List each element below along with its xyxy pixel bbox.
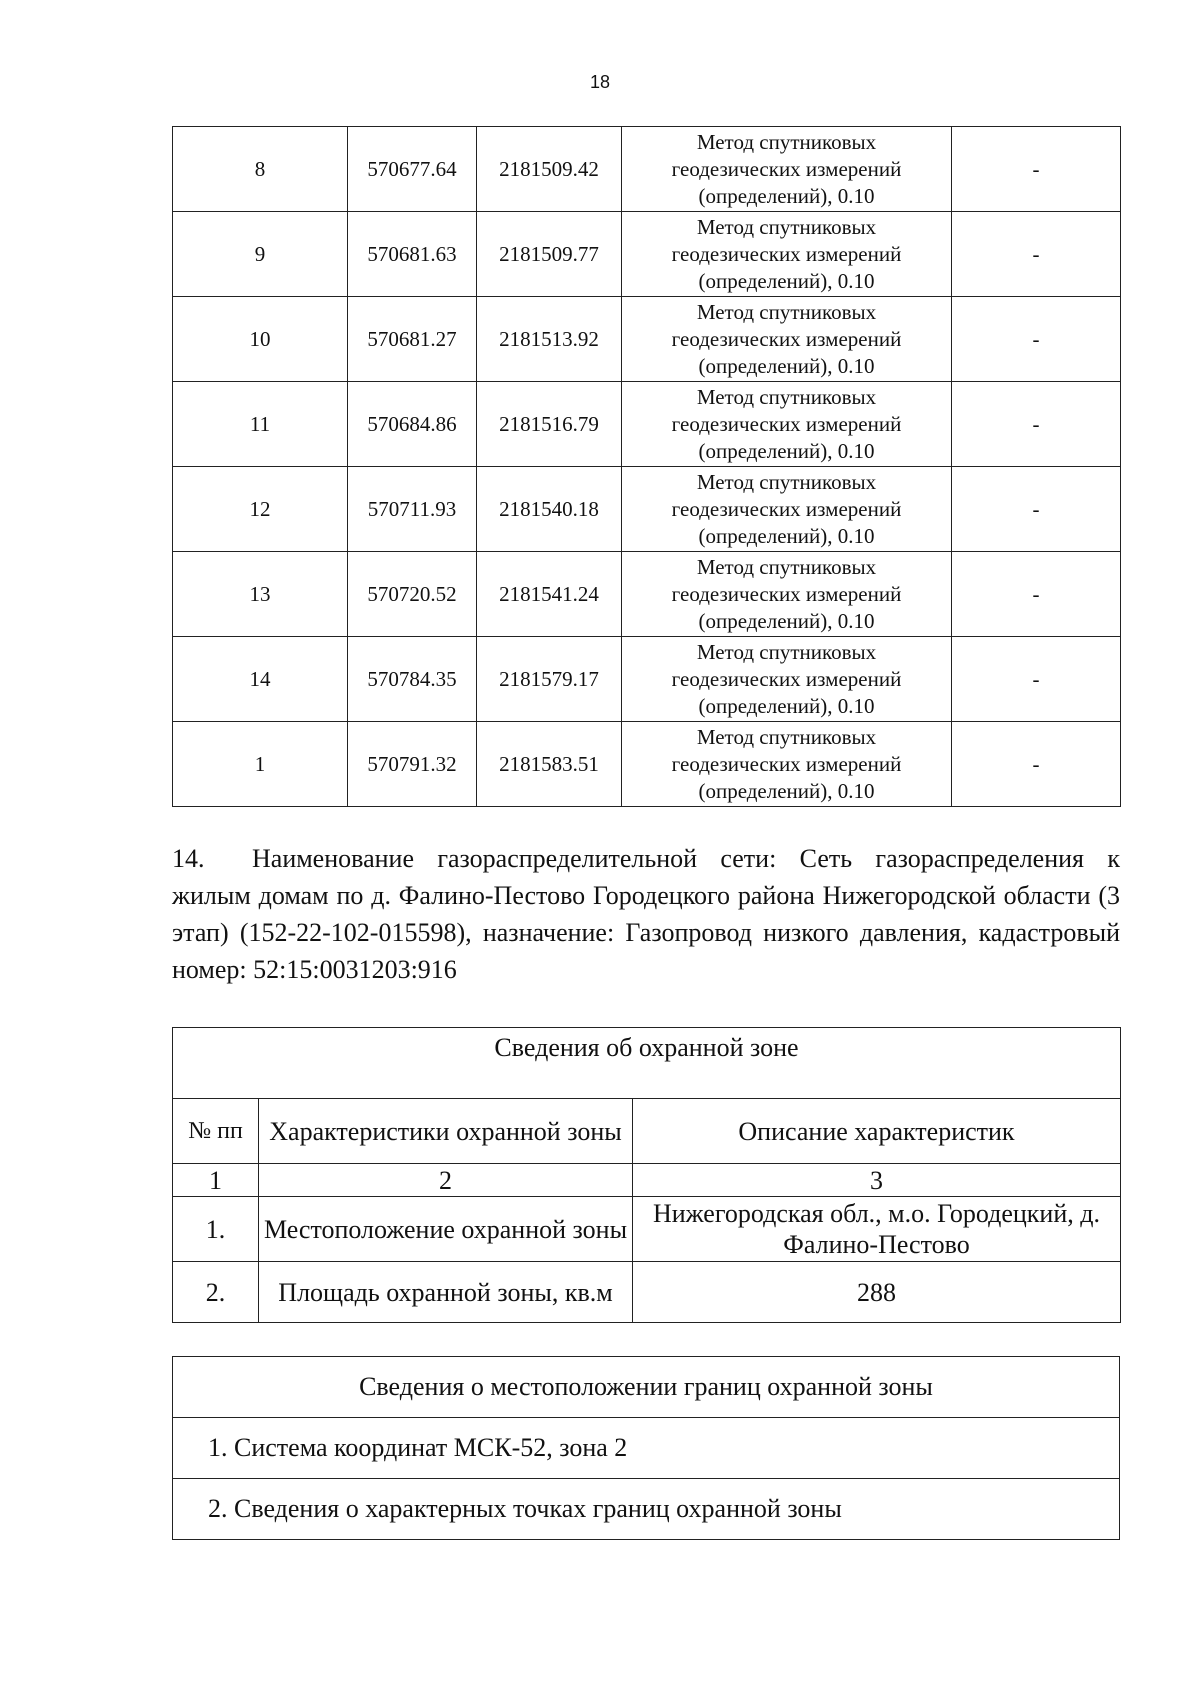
coordinates-table xyxy=(172,126,1121,807)
coordinate-row xyxy=(173,382,1121,467)
coordinate-row xyxy=(173,297,1121,382)
method-line: геодезических измерений xyxy=(671,751,902,776)
point-number: 10 xyxy=(173,297,348,382)
coordinate-y: 2181509.77 xyxy=(477,212,622,297)
method-line: (определений), 0.10 xyxy=(698,693,875,718)
method-cell xyxy=(622,212,952,297)
coordinate-y: 2181509.42 xyxy=(477,127,622,212)
method-cell xyxy=(622,127,952,212)
method-line: (определений), 0.10 xyxy=(698,778,875,803)
coordinate-system-item: 1. Система координат МСК-52, зона 2 xyxy=(173,1418,1120,1479)
method-line: геодезических измерений xyxy=(671,241,902,266)
method-line: Метод спутниковых xyxy=(696,639,877,664)
method-cell xyxy=(622,552,952,637)
index-cell: 3 xyxy=(633,1164,1121,1197)
coordinate-row xyxy=(173,722,1121,807)
coordinate-y: 2181579.17 xyxy=(477,637,622,722)
point-number: 12 xyxy=(173,467,348,552)
method-line: геодезических измерений xyxy=(671,581,902,606)
note-cell: - xyxy=(952,127,1121,212)
method-line: (определений), 0.10 xyxy=(698,183,875,208)
method-line: Метод спутниковых xyxy=(696,469,877,494)
coordinate-x: 570677.64 xyxy=(348,127,477,212)
coordinate-x: 570681.63 xyxy=(348,212,477,297)
row-characteristic: Местоположение охранной зоны xyxy=(259,1197,633,1262)
coordinate-x: 570784.35 xyxy=(348,637,477,722)
zone-table-title: Сведения об охранной зоне xyxy=(173,1028,1121,1099)
method-line: геодезических измерений xyxy=(671,411,902,436)
coordinate-row xyxy=(173,637,1121,722)
point-number: 13 xyxy=(173,552,348,637)
characteristic-points-item: 2. Сведения о характерных точках границ охранной зоны xyxy=(173,1479,1120,1540)
point-number: 11 xyxy=(173,382,348,467)
row-num: 1. xyxy=(173,1197,259,1262)
note-cell: - xyxy=(952,552,1121,637)
coordinate-x: 570684.86 xyxy=(348,382,477,467)
note-cell: - xyxy=(952,722,1121,807)
section-paragraph xyxy=(172,840,1120,988)
note-cell: - xyxy=(952,637,1121,722)
method-line: (определений), 0.10 xyxy=(698,268,875,293)
method-cell xyxy=(622,722,952,807)
method-line: Метод спутниковых xyxy=(696,214,877,239)
coordinate-y: 2181541.24 xyxy=(477,552,622,637)
coordinate-row xyxy=(173,552,1121,637)
row-description: 288 xyxy=(633,1262,1121,1323)
paragraph-number: 14. xyxy=(172,844,205,873)
note-cell: - xyxy=(952,467,1121,552)
row-num: 2. xyxy=(173,1262,259,1323)
method-line: геодезических измерений xyxy=(671,326,902,351)
note-cell: - xyxy=(952,382,1121,467)
boundary-location-table xyxy=(172,1356,1120,1540)
coordinate-row xyxy=(173,212,1121,297)
note-cell: - xyxy=(952,297,1121,382)
header-characteristic: Характеристики охранной зоны xyxy=(259,1099,633,1164)
method-line: (определений), 0.10 xyxy=(698,608,875,633)
coordinate-x: 570791.32 xyxy=(348,722,477,807)
point-number: 9 xyxy=(173,212,348,297)
method-cell xyxy=(622,382,952,467)
protection-zone-table xyxy=(172,1027,1121,1323)
method-line: геодезических измерений xyxy=(671,666,902,691)
coordinate-x: 570711.93 xyxy=(348,467,477,552)
method-line: геодезических измерений xyxy=(671,156,902,181)
method-line: (определений), 0.10 xyxy=(698,438,875,463)
coordinate-y: 2181516.79 xyxy=(477,382,622,467)
method-cell xyxy=(622,637,952,722)
method-line: Метод спутниковых xyxy=(696,724,877,749)
method-line: Метод спутниковых xyxy=(696,129,877,154)
row-characteristic: Площадь охранной зоны, кв.м xyxy=(259,1262,633,1323)
method-line: (определений), 0.10 xyxy=(698,353,875,378)
coordinate-x: 570681.27 xyxy=(348,297,477,382)
page-number: 18 xyxy=(589,72,611,92)
method-line: геодезических измерений xyxy=(671,496,902,521)
coordinate-y: 2181540.18 xyxy=(477,467,622,552)
index-cell: 1 xyxy=(173,1164,259,1197)
method-line: Метод спутниковых xyxy=(696,554,877,579)
paragraph-text: Наименование газораспределительной сети: Сеть газораспределения к жилым домам по д. Фалино-Пестово Городецкого района Нижегородской области (3 этап) (152-22-102-015598), назначение: Газопровод низкого давления, кадастровый номер: 52:15:0031203:916 xyxy=(172,844,1120,984)
row-description: Нижегородская обл., м.о. Городецкий, д. Фалино-Пестово xyxy=(633,1197,1121,1262)
point-number: 8 xyxy=(173,127,348,212)
point-number: 14 xyxy=(173,637,348,722)
coordinate-y: 2181583.51 xyxy=(477,722,622,807)
method-line: Метод спутниковых xyxy=(696,384,877,409)
method-cell xyxy=(622,297,952,382)
location-table-title: Сведения о местоположении границ охранной зоны xyxy=(173,1357,1120,1418)
note-cell: - xyxy=(952,212,1121,297)
index-cell: 2 xyxy=(259,1164,633,1197)
coordinate-row xyxy=(173,467,1121,552)
header-num: № пп xyxy=(173,1099,259,1164)
header-description: Описание характеристик xyxy=(633,1099,1121,1164)
coordinate-row xyxy=(173,127,1121,212)
method-line: (определений), 0.10 xyxy=(698,523,875,548)
method-cell xyxy=(622,467,952,552)
coordinate-y: 2181513.92 xyxy=(477,297,622,382)
method-line: Метод спутниковых xyxy=(696,299,877,324)
point-number: 1 xyxy=(173,722,348,807)
coordinate-x: 570720.52 xyxy=(348,552,477,637)
